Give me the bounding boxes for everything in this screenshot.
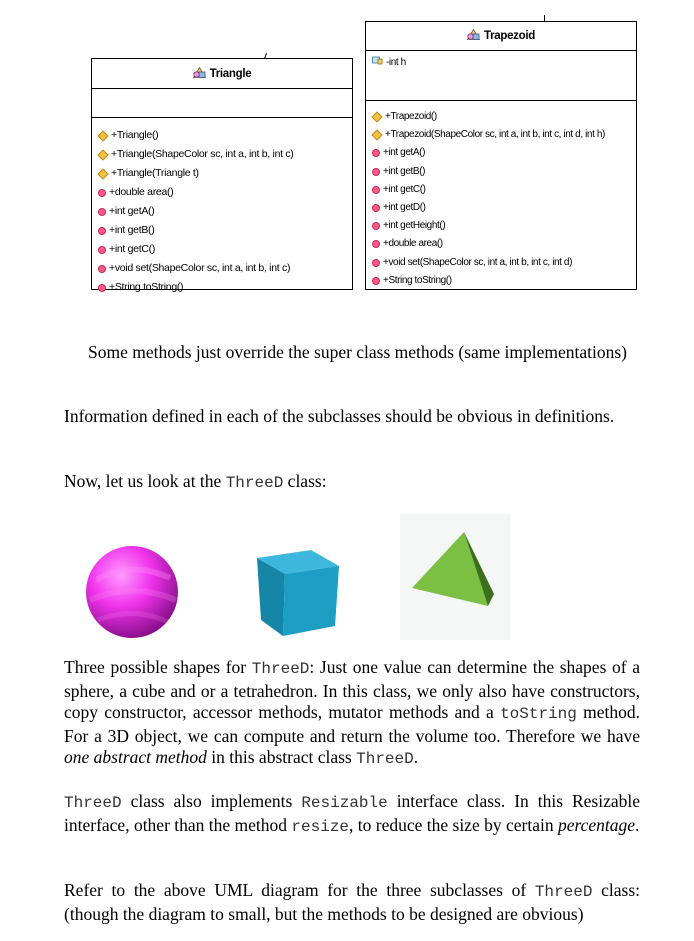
- uml-method: +void set(ShapeColor sc, int a, int b, int c, int d): [372, 254, 636, 272]
- uml-method: +int getC(): [372, 181, 636, 199]
- uml-method: +String toString(): [98, 278, 352, 297]
- uml-method: +void set(ShapeColor sc, int a, int b, int c): [98, 259, 352, 278]
- uml-method: +int getHeight(): [372, 217, 636, 235]
- sphere-image: [82, 540, 182, 640]
- method-icon: [98, 208, 106, 216]
- method-icon: [372, 240, 380, 248]
- uml-method: +Triangle(ShapeColor sc, int a, int b, int c): [98, 145, 352, 164]
- paragraph-override-note: Some methods just override the super class methods (same implementations): [88, 342, 627, 362]
- class-shapes-icon: [193, 67, 206, 81]
- uml-attribute: -int h: [372, 55, 636, 71]
- tetrahedron-image: [400, 514, 510, 640]
- uml-method: +Triangle(): [98, 126, 352, 145]
- uml-class-header: [366, 22, 636, 51]
- cube-image: [253, 546, 343, 638]
- uml-class-trapezoid: [365, 21, 637, 290]
- method-icon: [98, 265, 106, 273]
- uml-method: +int getB(): [98, 221, 352, 240]
- method-icon: [372, 149, 380, 157]
- uml-attributes-section: [366, 51, 636, 101]
- uml-class-header: [92, 59, 352, 89]
- uml-method: +double area(): [98, 183, 352, 202]
- paragraph-resizable: ThreeD class also implements Resizable interface class. In this Resizable interface, other than the method resize, to reduce the size by certain percentage.: [64, 791, 640, 836]
- method-icon: [372, 186, 380, 194]
- method-icon: [372, 168, 380, 176]
- method-icon: [372, 222, 380, 230]
- uml-methods-section: [92, 118, 352, 297]
- uml-methods-section: [366, 101, 636, 290]
- uml-attributes-section: [92, 89, 352, 118]
- class-name: Trapezoid: [484, 30, 535, 42]
- uml-method: +Trapezoid(): [372, 108, 636, 126]
- paragraph-subclass-info: Information defined in each of the subclasses should be obvious in definitions.: [64, 406, 615, 426]
- constructor-icon: [371, 130, 382, 141]
- uml-method: +int getC(): [98, 240, 352, 259]
- method-icon: [372, 277, 380, 285]
- uml-method: +int getA(): [372, 144, 636, 162]
- uml-method: +double area(): [372, 235, 636, 253]
- uml-class-triangle: [91, 58, 353, 293]
- uml-method: +Triangle(Triangle t): [98, 164, 352, 183]
- uml-method: +String toString(): [372, 272, 636, 290]
- method-icon: [98, 189, 106, 197]
- paragraph-threed-shapes: Three possible shapes for ThreeD: Just one value can determine the shapes of a sphere, a cube and or a tetrahedron. In this class, we only also have constructors, copy constructor, accessor methods, mutator methods and a toString method. For a 3D object, we can compute and return the volume too. Therefore we have one abstract method in this abstract class ThreeD.: [64, 657, 641, 768]
- method-icon: [98, 227, 106, 235]
- uml-method: +int getA(): [98, 202, 352, 221]
- constructor-icon: [371, 111, 382, 122]
- private-field-icon: [372, 55, 383, 71]
- uml-method: +int getB(): [372, 163, 636, 181]
- constructor-icon: [97, 130, 108, 141]
- paragraph-threed-intro: Now, let us look at the ThreeD class:: [64, 471, 327, 492]
- constructor-icon: [97, 168, 108, 179]
- method-icon: [372, 204, 380, 212]
- method-icon: [98, 284, 106, 292]
- uml-method: +Trapezoid(ShapeColor sc, int a, int b, int c, int d, int h): [372, 126, 636, 144]
- method-icon: [98, 246, 106, 254]
- uml-method: +int getD(): [372, 199, 636, 217]
- paragraph-refer-uml: Refer to the above UML diagram for the three subclasses of ThreeD class: (though the diagram to small, but the methods to be designed are obvious): [64, 880, 640, 924]
- class-shapes-icon: [467, 29, 480, 43]
- constructor-icon: [97, 149, 108, 160]
- class-name: Triangle: [209, 67, 252, 80]
- method-icon: [372, 259, 380, 267]
